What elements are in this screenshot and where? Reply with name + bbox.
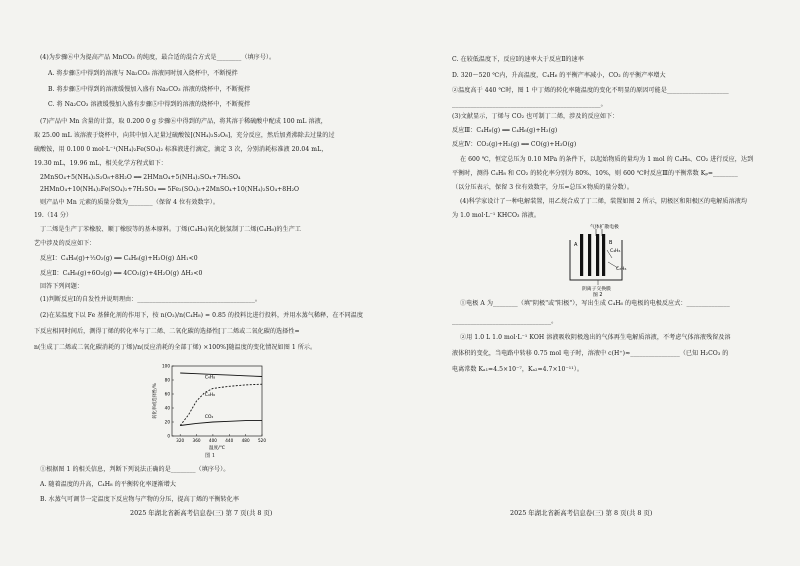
x-tick-label: 360 — [192, 438, 201, 443]
statement-a: A. 随着温度的升高，C₄H₈ 的平衡转化率逐渐增大 — [40, 481, 177, 488]
q19-intro2: 艺中涉及的反应如下： — [34, 240, 96, 247]
label-butadiene: C₄H₆ — [610, 249, 621, 254]
figure-1-caption: 图 1 — [205, 453, 216, 459]
left-footer: 2025 年湖北省新高考信息卷(三) 第 7 页(共 8 页) — [130, 509, 273, 517]
x-tick-label: 400 — [208, 438, 217, 443]
option-a: A. 将步骤⑤中得到的溶液与 Na₂CO₃ 溶液同时加入烧杯中，不断搅拌 — [48, 70, 238, 77]
series-label-butadiene: C₄H₆ — [204, 393, 216, 399]
reaction-3: 反应Ⅲ：C₄H₈(g) ══ C₄H₆(g)+H₂(g) — [452, 127, 558, 134]
electrode-a — [580, 234, 583, 276]
x-axis-label: 温度/℃ — [209, 446, 225, 451]
electrode-b — [602, 234, 605, 276]
electrode-center-left — [588, 234, 591, 276]
y-tick-label: 0 — [167, 433, 170, 439]
right-page — [400, 0, 800, 566]
y-tick-label: 100 — [162, 363, 170, 369]
y-tick-label: 80 — [164, 377, 170, 383]
sub-question-2-2-blank: ________________________________________________。 — [452, 101, 607, 108]
q7-line4: 19.30 mL，19.96 mL，相关化学方程式如下： — [34, 160, 167, 167]
membrane — [596, 234, 599, 276]
x-tick-label: 480 — [241, 438, 250, 443]
y-tick-label: 20 — [164, 419, 170, 425]
gas-electrode-label: 气体扩散电极 — [590, 225, 619, 230]
series-label-butene: C₄H₈ — [204, 375, 216, 381]
right-footer: 2025 年湖北省新高考信息卷(三) 第 8 页(共 8 页) — [510, 509, 653, 517]
chart-series-group — [180, 373, 262, 426]
reaction-2: 反应Ⅱ：C₄H₈(g)+6O₂(g) ══ 4CO₂(g)+4H₂O(g) ΔH₂<0 — [40, 270, 203, 277]
x-tick-label: 440 — [225, 438, 234, 443]
label-ethane: C₂H₆ — [616, 267, 627, 272]
q19-intro1: 丁二烯是生产丁苯橡胶、顺丁橡胶等的基本原料。丁烯(C₄H₈)氧化脱氢制丁二烯(C₄H₆)的生产工 — [40, 226, 302, 233]
y-tick-label: 60 — [164, 391, 170, 397]
q7-line2: 取 25.00 mL 该溶液于烧杯中，向其中加入足量过硫酸铵[(NH₄)₂S₂O₈]，充分反应，然后加煮沸除去过量的过 — [34, 132, 335, 139]
sub-question-3-line1: 在 600 ℃，恒定总压为 0.10 MPa 的条件下，以起始物质的量均为 1 mol 的 C₄H₈、CO₂ 进行反应，达到 — [460, 156, 754, 163]
sub-question-2-line1: (2)在某温度下以 Fe 基催化剂的作用下，按 n(O₂)/n(C₄H₈) = 0.85 的投料比进行投料，并用水蒸气稀释，在不同温度 — [40, 312, 364, 319]
plot-frame — [172, 366, 262, 436]
sub-question-4-line1: (4)科学家设计了一种电解装置，用乙烷合成了丁二烯，装置如图 2 所示，阴极区和阳极区的电解质溶液均 — [460, 198, 748, 205]
sub-question-2-2: ②温度高于 440 ℃时，图 1 中丁烯的转化率随温度的变化不明显的原因可能是____________________ — [452, 87, 729, 94]
sub-question-3-line2: 平衡时，测得 C₄H₈ 和 CO₂ 的转化率分别为 80%、10%，则 600 ℃时反应Ⅲ的平衡常数 Kₚ=________ — [452, 170, 738, 177]
q7-line3: 硫酸铵，用 0.100 0 mol·L⁻¹(NH₄)₂Fe(SO₄)₂ 标准液进行滴定，滴定 3 次，分别消耗标准液 20.04 mL， — [34, 146, 328, 153]
sub-question-4-2-line1: ②用 1.0 L 1.0 mol·L⁻¹ KOH 溶液吸收阴极逸出的气体再生电解质溶液，不考虑气体溶液残留及溶 — [460, 334, 731, 341]
q19-heading: 19.（14 分） — [34, 212, 73, 219]
option-b: B. 将步骤⑤中得到的溶液缓慢加入盛有 Na₂CO₃ 溶液的烧杯中，不断搅拌 — [48, 86, 251, 93]
y-tick-label: 40 — [164, 405, 170, 411]
conversion-selectivity-chart — [150, 360, 270, 460]
series-line-butene — [180, 373, 262, 377]
sub-question-4-2-line2: 液体积的变化，当电路中转移 0.75 mol 电子时，溶液中 c(H⁺)≈________________（已知 H₂CO₃ 的 — [452, 350, 729, 357]
y-axis-label: 转化率或选择性/% — [153, 383, 158, 419]
series-line-butadiene — [180, 384, 262, 425]
figure-2-caption: 图 2 — [593, 293, 603, 297]
option-c: C. 将 Na₂CO₃ 溶液缓慢加入盛有步骤⑤中得到的溶液的烧杯中，不断搅拌 — [48, 101, 251, 108]
statement-c: C. 在较低温度下，反应Ⅰ的速率大于反应Ⅱ的速率 — [452, 56, 584, 63]
reaction-1: 反应Ⅰ：C₄H₈(g)+½O₂(g) ══ C₄H₆(g)+H₂O(g) ΔH₁<0 — [40, 255, 198, 262]
sub-question-4-2-line3: 电离常数 Kₐ₁=4.5×10⁻⁷，Kₐ₂=4.7×10⁻¹¹）。 — [452, 366, 583, 373]
q7-answer-line: 则产品中 Mn 元素的质量分数为________（保留 4 位有效数字）。 — [40, 199, 220, 206]
sub-question-4-1: ①电极 A 为________（填"阴极"或"阳极"），写出生成 C₄H₆ 的电极的电极反应式：______________ — [460, 300, 730, 307]
equation-1: 2MnSO₄+5(NH₄)₂S₂O₈+8H₂O ══ 2HMnO₄+5(NH₄)₂SO₄+7H₂SO₄ — [40, 174, 241, 181]
sub-question-1: (1)判断反应Ⅰ的自发性并说明理由：______________________________________。 — [40, 296, 262, 303]
statement-d: D. 320～520 ℃内，升高温度，C₄H₆ 的平衡产率减小，CO₂ 的平衡产率增大 — [452, 72, 666, 79]
sub-question-2-line3: n(生成丁二烯或二氧化碳消耗的丁烯)/n(反应消耗的全部丁烯) ×100%]随温度的变化情况如图 1 所示。 — [34, 344, 317, 351]
reaction-4: 反应Ⅳ：CO₂(g)+H₂(g) ══ CO(g)+H₂O(g) — [452, 141, 577, 148]
equation-2: 2HMnO₄+10(NH₄)₂Fe(SO₄)₂+7H₂SO₄ ══ 5Fe₂(SO₄)₃+2MnSO₄+10(NH₄)₂SO₄+8H₂O — [40, 186, 300, 193]
series-label-co2: CO₂ — [204, 414, 214, 420]
sub-question-2-1: ①根据图 1 的相关信息，判断下列说法正确的是________（填序号）。 — [40, 466, 230, 473]
membrane-label: 阴离子交换膜 — [582, 287, 611, 292]
x-tick-label: 520 — [258, 438, 266, 443]
answer-prompt: 回答下列问题： — [40, 283, 84, 290]
q7-line1: (7)产品中 Mn 含量的计算，取 0.200 0 g 步骤⑥中得到的产品，将其溶于稀硫酸中配成 100 mL 溶液， — [40, 118, 327, 125]
x-tick-label: 320 — [176, 438, 185, 443]
electrolysis-diagram — [560, 222, 640, 297]
sub-question-2-line2: 下反应相同时间后，测得丁烯的转化率与丁二烯、二氧化碳的选择性[丁二烯或二氧化碳的选择性= — [34, 328, 300, 335]
sub-question-4-1-blank: ________________________________。 — [452, 318, 558, 325]
label-a: A — [574, 242, 578, 248]
sub-question-4-line2: 为 1.0 mol·L⁻¹ KHCO₃ 溶液。 — [452, 212, 540, 219]
sub-question-3: (3)文献显示，丁烯与 CO₂ 也可制丁二烯，涉及的反应如下： — [452, 113, 619, 120]
series-line-co2 — [180, 421, 262, 426]
statement-b: B. 水蒸气可调节一定温度下反应物与产物的分压，提高丁烯的平衡转化率 — [40, 496, 239, 503]
q4-mixing-question: (4)为步骤⑥中为提高产品 MnCO₃ 的纯度，最合适的混合方式是________（填序号）。 — [40, 54, 276, 61]
label-b: B — [609, 240, 613, 246]
sub-question-3-line3: （以分压表示，保留 3 位有效数字，分压=总压×物质的量分数）。 — [452, 184, 634, 191]
